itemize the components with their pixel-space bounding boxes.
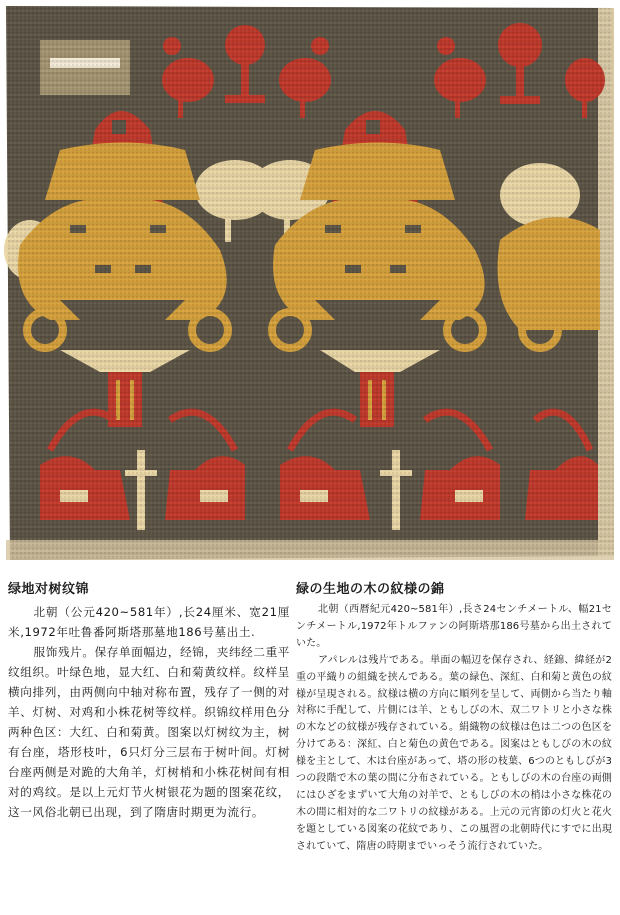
chinese-caption xyxy=(8,578,290,822)
caption-description-ja: アパレルは残片である。単面の幅辺を保存され、経錦、緯経が2重の平織りの組織を挟んである。葉の緑色、深紅、白和菊と黄色の紋様が呈現される。紋様は横の方向に順列を呈して、両側から当たり軸対称に手配して、片側には羊、ともしびの木、双二ワトリと小さな株の木などの紋様が残存されている。絹織物の紋様は色は二つの色区を分けてある：深紅、白と菊色の黄色である。図案はともしびの木の紋様を主として、木は台座があって、塔の形の枝葉、6つのともしびが3つの段階で木の葉の間に分布されている。ともしびの木の台座の両側にはひざをまずいて大角の対羊で、ともしびの木の梢は小さな株花の木の間に相対的な二ワトリの紋様がある。上元の元宵節の灯火と花火を題としている図案の花紋であり、この風習の北朝時代にすでに出現されていて、隋唐の時期までいっそう流行されていた。 xyxy=(296,654,612,852)
caption-metadata-zh: 北朝（公元420~581年）,长24厘米、宽21厘米,1972年吐鲁番阿斯塔那墓地186号墓出土. xyxy=(8,605,290,639)
caption-title-ja: 緑の生地の木の紋様の錦 xyxy=(296,582,445,597)
japanese-caption xyxy=(296,578,612,856)
caption-description-zh: 服饰残片。保存单面幅边，经锦，夹纬经二重平纹组织。叶绿色地，显大红、白和菊黄纹样。纹样呈横向排列，由两侧向中轴对称布置，残存了一侧的对羊、灯树、对鸡和小株花树等纹样。织锦纹样用色分两种色区：大红、白和菊黄。图案以灯树纹为主，树有台座，塔形枝叶，6只灯分三层布于树叶间。灯树台座两侧是对跪的大角羊，灯树梢和小株花树间有相对的鸡纹。是以上元灯节火树银花为题的图案花纹，这一风俗北朝已出现，到了隋唐时期更为流行。 xyxy=(8,645,290,819)
caption-metadata-ja: 北朝（西暦紀元420~581年）,長さ24センチメートル、幅21センチメートル,1972年トルファンの阿斯塔那186号墓から出土されていた。 xyxy=(296,604,612,649)
caption-title-zh: 绿地对树纹锦 xyxy=(8,582,90,597)
